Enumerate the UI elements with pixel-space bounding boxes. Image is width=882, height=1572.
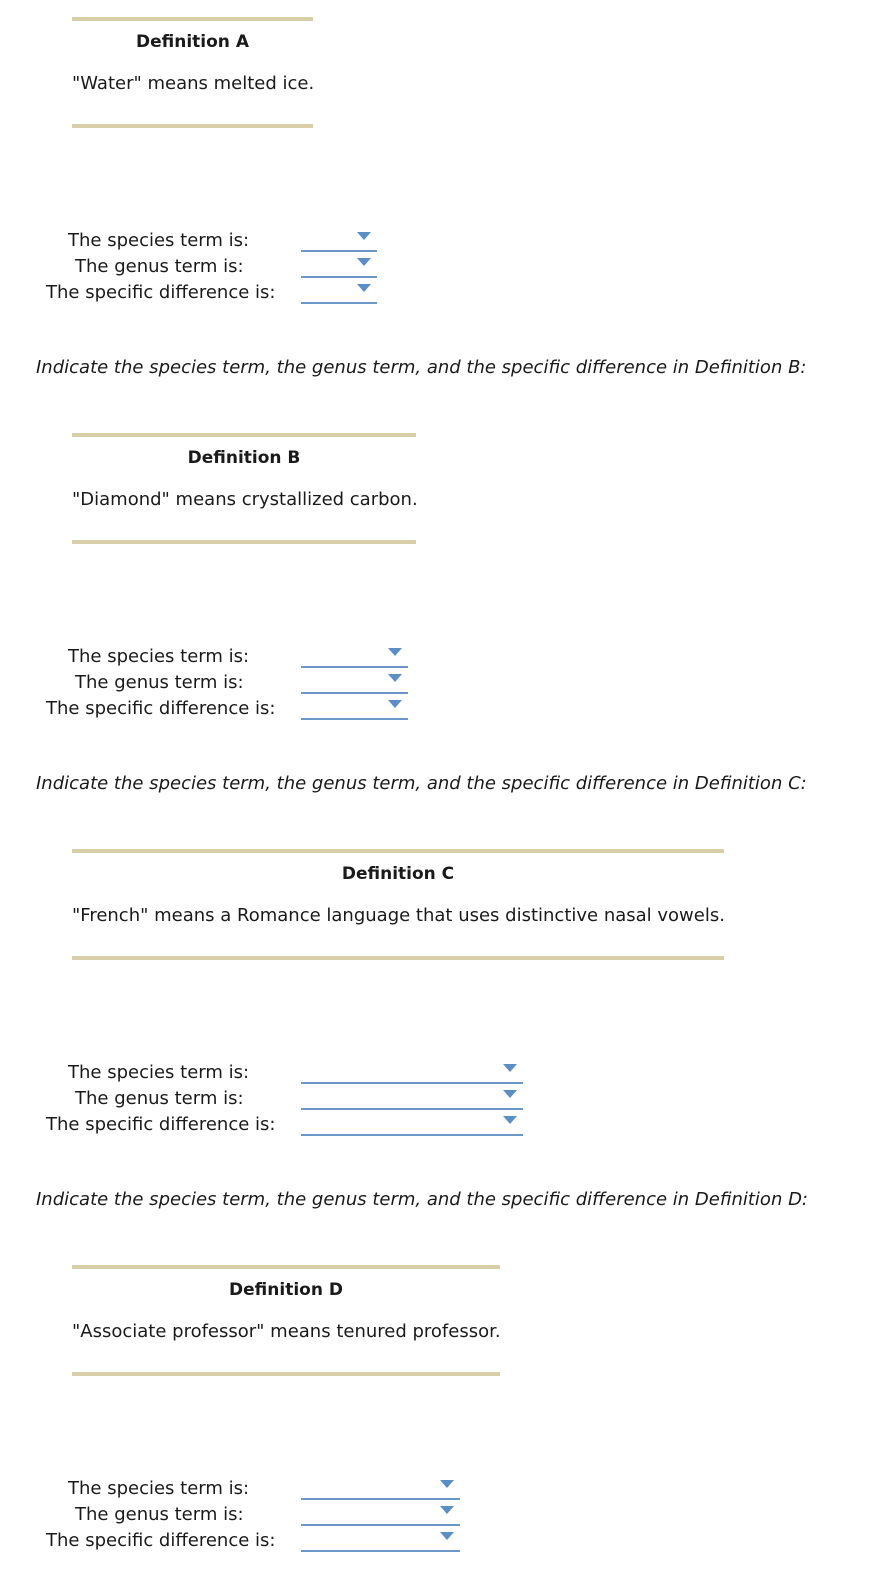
definition-d-species-dropdown[interactable] [301,1476,460,1500]
definition-c-genus-row [0,1086,882,1112]
definition-b-difference-row [0,696,882,722]
species-label: The species term is: [68,1062,250,1083]
definition-b-difference-dropdown[interactable] [301,696,408,720]
definition-c-genus-dropdown[interactable] [301,1086,523,1110]
chevron-down-icon [388,648,402,656]
chevron-down-icon [503,1090,517,1098]
definition-c-prompt: Indicate the species term, the genus term, and the specific difference in Definition C: [36,773,807,794]
definition-c-difference-dropdown[interactable] [301,1112,523,1136]
definition-b-species-dropdown[interactable] [301,644,408,668]
definition-c-title: Definition C [341,864,455,884]
definition-a-species-dropdown[interactable] [301,228,377,252]
definition-b-box [72,433,416,544]
definition-c-species-row [0,1060,882,1086]
definition-b-genus-dropdown[interactable] [301,670,408,694]
difference-label: The specific difference is: [46,1114,276,1135]
definition-b-text: "Diamond" means crystallized carbon. [72,489,418,510]
definition-d-text: "Associate professor" means tenured professor. [72,1321,501,1342]
definition-d-title: Definition D [229,1280,343,1300]
genus-label: The genus term is: [75,256,244,277]
chevron-down-icon [357,284,371,292]
definition-a-genus-row [0,254,882,280]
definition-b-genus-row [0,670,882,696]
definition-a-difference-row [0,280,882,306]
definition-d-difference-row [0,1528,882,1554]
definition-c-text: "French" means a Romance language that uses distinctive nasal vowels. [72,905,725,926]
definition-a-genus-dropdown[interactable] [301,254,377,278]
chevron-down-icon [357,258,371,266]
definition-a-species-row [0,228,882,254]
genus-label: The genus term is: [75,1504,244,1525]
definition-a-title: Definition A [136,32,249,52]
chevron-down-icon [440,1480,454,1488]
definition-c-species-dropdown[interactable] [301,1060,523,1084]
definition-a-text: "Water" means melted ice. [72,73,315,94]
definition-d-genus-dropdown[interactable] [301,1502,460,1526]
chevron-down-icon [357,232,371,240]
chevron-down-icon [388,674,402,682]
chevron-down-icon [503,1064,517,1072]
species-label: The species term is: [68,1478,250,1499]
genus-label: The genus term is: [75,672,244,693]
definition-a-difference-dropdown[interactable] [301,280,377,304]
difference-label: The specific difference is: [46,698,276,719]
species-label: The species term is: [68,230,250,251]
definition-c-box [72,849,724,960]
definition-b-prompt: Indicate the species term, the genus term, and the specific difference in Definition B: [36,357,807,378]
definition-d-box [72,1265,500,1376]
definition-d-genus-row [0,1502,882,1528]
difference-label: The specific difference is: [46,1530,276,1551]
chevron-down-icon [388,700,402,708]
species-label: The species term is: [68,646,250,667]
definition-d-species-row [0,1476,882,1502]
definition-d-difference-dropdown[interactable] [301,1528,460,1552]
definition-c-difference-row [0,1112,882,1138]
definition-b-title: Definition B [187,448,301,468]
difference-label: The specific difference is: [46,282,276,303]
definition-d-prompt: Indicate the species term, the genus term, and the specific difference in Definition D: [36,1189,808,1210]
definition-b-species-row [0,644,882,670]
chevron-down-icon [440,1532,454,1540]
chevron-down-icon [503,1116,517,1124]
definition-a-box [72,17,313,128]
chevron-down-icon [440,1506,454,1514]
genus-label: The genus term is: [75,1088,244,1109]
